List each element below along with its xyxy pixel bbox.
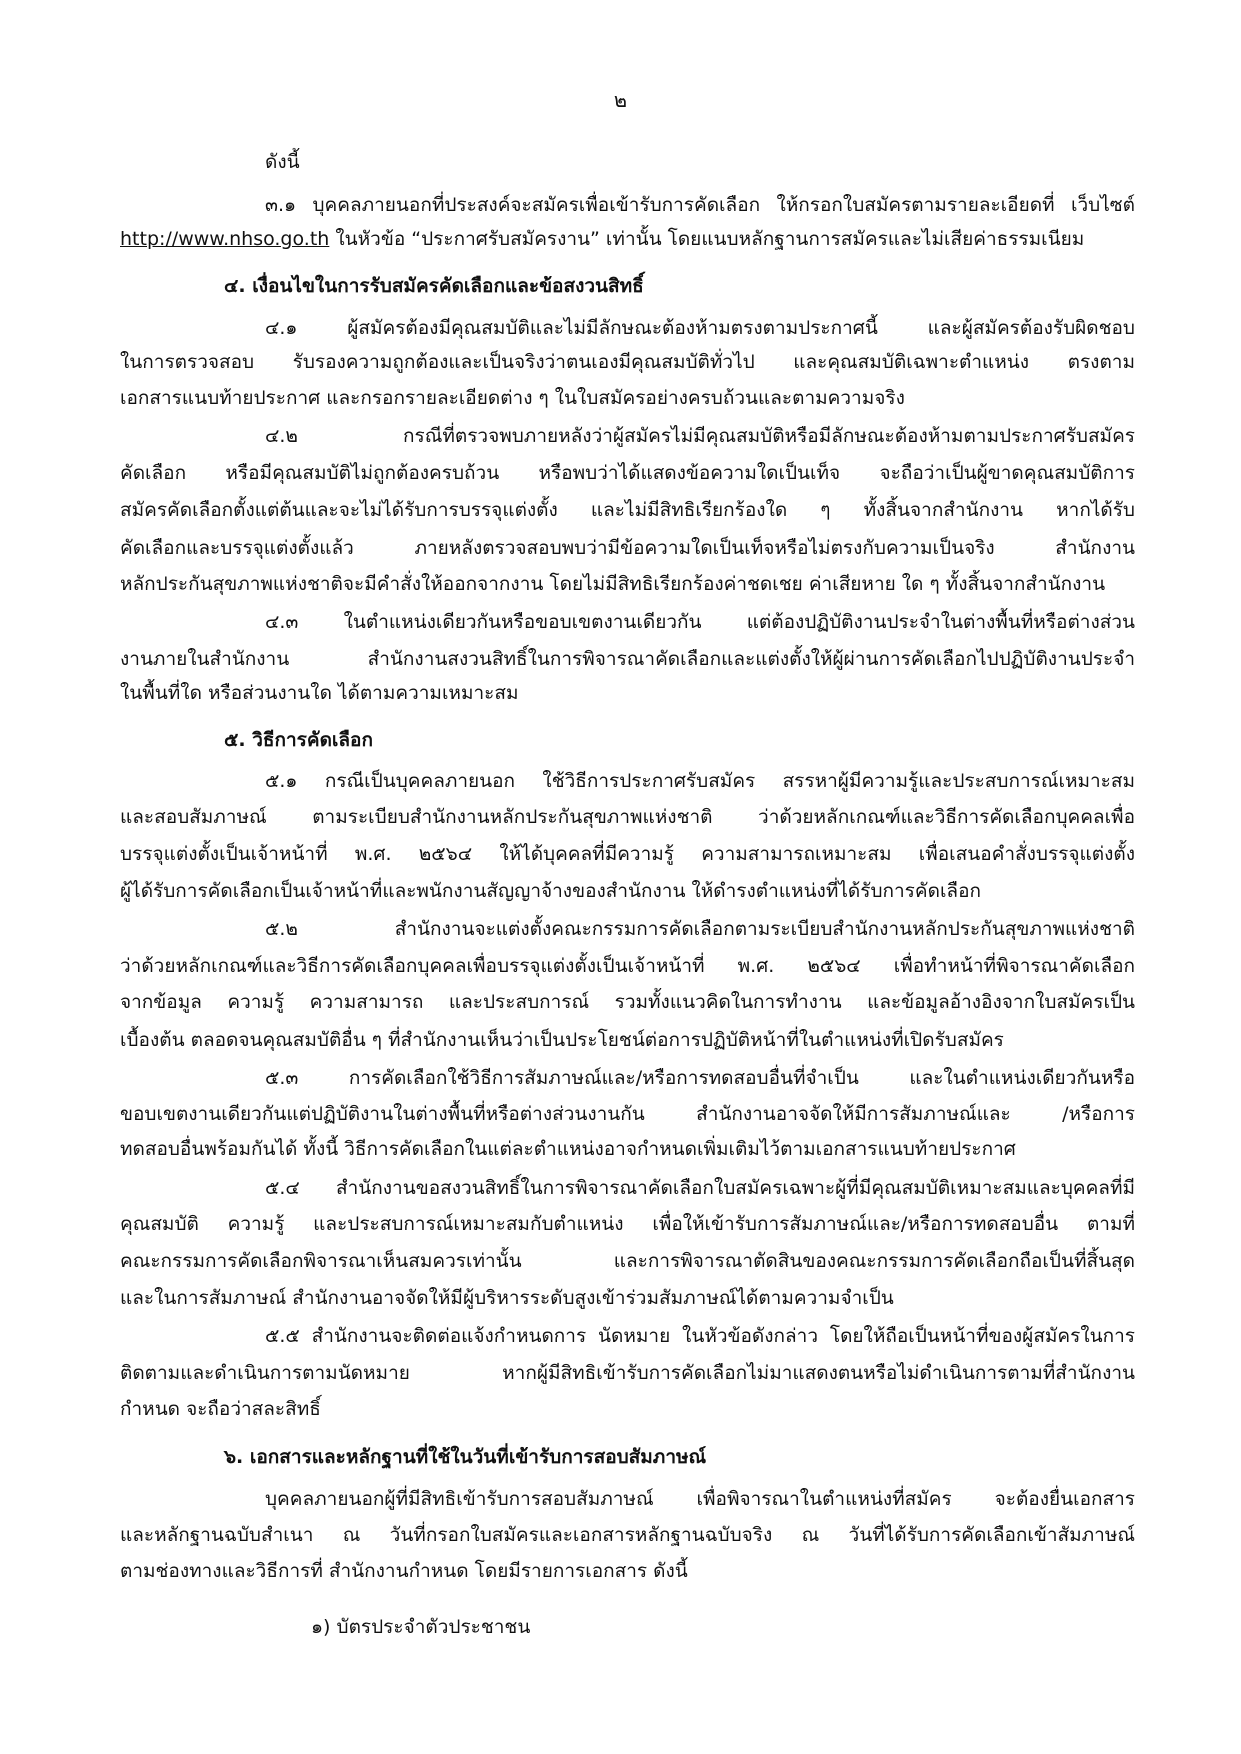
paragraph-line: คณะกรรมการคัดเลือกพิจารณาเห็นสมควรเท่านั้น และการพิจารณาตัดสินของคณะกรรมการคัดเลือกถือเป็นที่สิ้นสุด <box>120 1250 1135 1272</box>
paragraph-line: เบื้องต้น ตลอดจนคุณสมบัติอื่น ๆ ที่สำนักงานเห็นว่าเป็นประโยชน์ต่อการปฏิบัติหน้าที่ในตำแหน่งที่เปิดรับสมัคร <box>120 1029 1004 1051</box>
paragraph-line: คัดเลือก หรือมีคุณสมบัติไม่ถูกต้องครบถ้วน หรือพบว่าได้แสดงข้อความใดเป็นเท็จ จะถือว่าเป็นผู้ขาดคุณสมบัติการ <box>120 462 1135 484</box>
paragraph-line: ทดสอบอื่นพร้อมกันได้ ทั้งนี้ วิธีการคัดเลือกในแต่ละตำแหน่งอาจกำหนดเพิ่มเติมไว้ตามเอกสารแนบท้ายประกาศ <box>120 1138 1016 1160</box>
paragraph-line: ๔.๒ กรณีที่ตรวจพบภายหลังว่าผู้สมัครไม่มีคุณสมบัติหรือมีลักษณะต้องห้ามตามประกาศรับสมัคร <box>265 425 1135 447</box>
paragraph-text: ในหัวข้อ “ประกาศรับสมัครงาน” เท่านั้น โดยแนบหลักฐานการสมัครและไม่เสียค่าธรรมเนียม <box>329 228 1085 250</box>
paragraph-line <box>120 225 1135 253</box>
page-number: ๒ <box>613 88 628 112</box>
paragraph-line: และสอบสัมภาษณ์ ตามระเบียบสำนักงานหลักประกันสุขภาพแห่งชาติ ว่าด้วยหลักเกณฑ์และวิธีการคัดเลือกบุคคลเพื่อ <box>120 806 1135 828</box>
paragraph-line: ๕.๔ สำนักงานขอสงวนสิทธิ์ในการพิจารณาคัดเลือกใบสมัครเฉพาะผู้ที่มีคุณสมบัติเหมาะสมและบุคคลที่มี <box>265 1177 1135 1199</box>
paragraph-line: ๕.๒ สำนักงานจะแต่งตั้งคณะกรรมการคัดเลือกตามระเบียบสำนักงานหลักประกันสุขภาพแห่งชาติ <box>265 918 1135 940</box>
section-heading: ๖. เอกสารและหลักฐานที่ใช้ในวันที่เข้ารับการสอบสัมภาษณ์ <box>224 1446 707 1468</box>
paragraph-line: ๕.๕ สำนักงานจะติดต่อแจ้งกำหนดการ นัดหมาย ในหัวข้อดังกล่าว โดยให้ถือเป็นหน้าที่ของผู้สมัครในการ <box>265 1325 1135 1347</box>
paragraph-line: คัดเลือกและบรรจุแต่งตั้งแล้ว ภายหลังตรวจสอบพบว่ามีข้อความใดเป็นเท็จหรือไม่ตรงกับความเป็นจริง สำนักงาน <box>120 537 1135 559</box>
paragraph-line: สมัครคัดเลือกตั้งแต่ต้นและจะไม่ได้รับการบรรจุแต่งตั้ง และไม่มีสิทธิเรียกร้องใด ๆ ทั้งสิ้นจากสำนักงาน หากได้รับ <box>120 499 1135 521</box>
paragraph-line: ๓.๑ บุคคลภายนอกที่ประสงค์จะสมัครเพื่อเข้ารับการคัดเลือก ให้กรอกใบสมัครตามรายละเอียดที่ เว็บไซต์ <box>265 194 1135 216</box>
paragraph-line: บุคคลภายนอกผู้ที่มีสิทธิเข้ารับการสอบสัมภาษณ์ เพื่อพิจารณาในตำแหน่งที่สมัคร จะต้องยื่นเอกสาร <box>265 1488 1135 1510</box>
paragraph-line: ๕.๑ กรณีเป็นบุคคลภายนอก ใช้วิธีการประกาศรับสมัคร สรรหาผู้มีความรู้และประสบการณ์เหมาะสม <box>265 770 1135 792</box>
section-heading: ๕. วิธีการคัดเลือก <box>224 729 373 751</box>
paragraph-line: ๕.๓ การคัดเลือกใช้วิธีการสัมภาษณ์และ/หรือการทดสอบอื่นที่จำเป็น และในตำแหน่งเดียวกันหรือ <box>265 1067 1135 1089</box>
paragraph-line: ขอบเขตงานเดียวกันแต่ปฏิบัติงานในต่างพื้นที่หรือต่างส่วนงานกัน สำนักงานอาจจัดให้มีการสัมภาษณ์และ /หรือการ <box>120 1103 1135 1125</box>
paragraph-line: ตามช่องทางและวิธีการที่ สำนักงานกำหนด โดยมีรายการเอกสาร ดังนี้ <box>120 1560 688 1582</box>
paragraph-line: จากข้อมูล ความรู้ ความสามารถ และประสบการณ์ รวมทั้งแนวคิดในการทำงาน และข้อมูลอ้างอิงจากใบสมัครเป็น <box>120 991 1135 1013</box>
section-heading: ๔. เงื่อนไขในการรับสมัครคัดเลือกและข้อสงวนสิทธิ์ <box>224 275 644 297</box>
paragraph-line: ในพื้นที่ใด หรือส่วนงานใด ได้ตามความเหมาะสม <box>120 682 519 704</box>
paragraph-line: ติดตามและดำเนินการตามนัดหมาย หากผู้มีสิทธิเข้ารับการคัดเลือกไม่มาแสดงตนหรือไม่ดำเนินการตามที่สำนักงาน <box>120 1362 1135 1384</box>
paragraph-line: คุณสมบัติ ความรู้ และประสบการณ์เหมาะสมกับตำแหน่ง เพื่อให้เข้ารับการสัมภาษณ์และ/หรือการทดสอบอื่น ตามที่ <box>120 1213 1135 1235</box>
paragraph-line: เอกสารแนบท้ายประกาศ และกรอกรายละเอียดต่าง ๆ ในใบสมัครอย่างครบถ้วนและตามความจริง <box>120 387 905 409</box>
paragraph-line: หลักประกันสุขภาพแห่งชาติจะมีคำสั่งให้ออกจากงาน โดยไม่มีสิทธิเรียกร้องค่าชดเชย ค่าเสียหาย ใด ๆ ทั้งสิ้นจากสำนักงาน <box>120 573 1106 595</box>
paragraph-line: ๔.๑ ผู้สมัครต้องมีคุณสมบัติและไม่มีลักษณะต้องห้ามตรงตามประกาศนี้ และผู้สมัครต้องรับผิดชอบ <box>265 317 1135 339</box>
paragraph-line: ในการตรวจสอบ รับรองความถูกต้องและเป็นจริงว่าตนเองมีคุณสมบัติทั่วไป และคุณสมบัติเฉพาะตำแหน่ง ตรงตาม <box>120 351 1135 373</box>
paragraph-line: ๔.๓ ในตำแหน่งเดียวกันหรือขอบเขตงานเดียวกัน แต่ต้องปฏิบัติงานประจำในต่างพื้นที่หรือต่างส่วน <box>265 611 1135 633</box>
paragraph-line: บรรจุแต่งตั้งเป็นเจ้าหน้าที่ พ.ศ. ๒๕๖๔ ให้ได้บุคคลที่มีความรู้ ความสามารถเหมาะสม เพื่อเสนอคำสั่งบรรจุแต่งตั้ง <box>120 843 1135 865</box>
paragraph-line: ว่าด้วยหลักเกณฑ์และวิธีการคัดเลือกบุคคลเพื่อบรรจุแต่งตั้งเป็นเจ้าหน้าที่ พ.ศ. ๒๕๖๔ เพื่อทำหน้าที่พิจารณาคัดเลือก <box>120 955 1135 977</box>
paragraph-line: และหลักฐานฉบับสำเนา ณ วันที่กรอกใบสมัครและเอกสารหลักฐานฉบับจริง ณ วันที่ได้รับการคัดเลือกเข้าสัมภาษณ์ <box>120 1524 1135 1546</box>
paragraph-line: งานภายในสำนักงาน สำนักงานสงวนสิทธิ์ในการพิจารณาคัดเลือกและแต่งตั้งให้ผู้ผ่านการคัดเลือกไปปฏิบัติงานประจำ <box>120 648 1135 670</box>
paragraph-line: ดังนี้ <box>265 151 300 173</box>
list-item: ๑) บัตรประจำตัวประชาชน <box>311 1616 531 1638</box>
paragraph-line: กำหนด จะถือว่าสละสิทธิ์ <box>120 1398 321 1420</box>
paragraph-line: ผู้ได้รับการคัดเลือกเป็นเจ้าหน้าที่และพนักงานสัญญาจ้างของสำนักงาน ให้ดำรงตำแหน่งที่ได้รับการคัดเลือก <box>120 880 981 902</box>
website-link[interactable]: http://www.nhso.go.th <box>120 228 330 250</box>
paragraph-line: และในการสัมภาษณ์ สำนักงานอาจจัดให้มีผู้บริหารระดับสูงเข้าร่วมสัมภาษณ์ได้ตามความจำเป็น <box>120 1287 894 1309</box>
